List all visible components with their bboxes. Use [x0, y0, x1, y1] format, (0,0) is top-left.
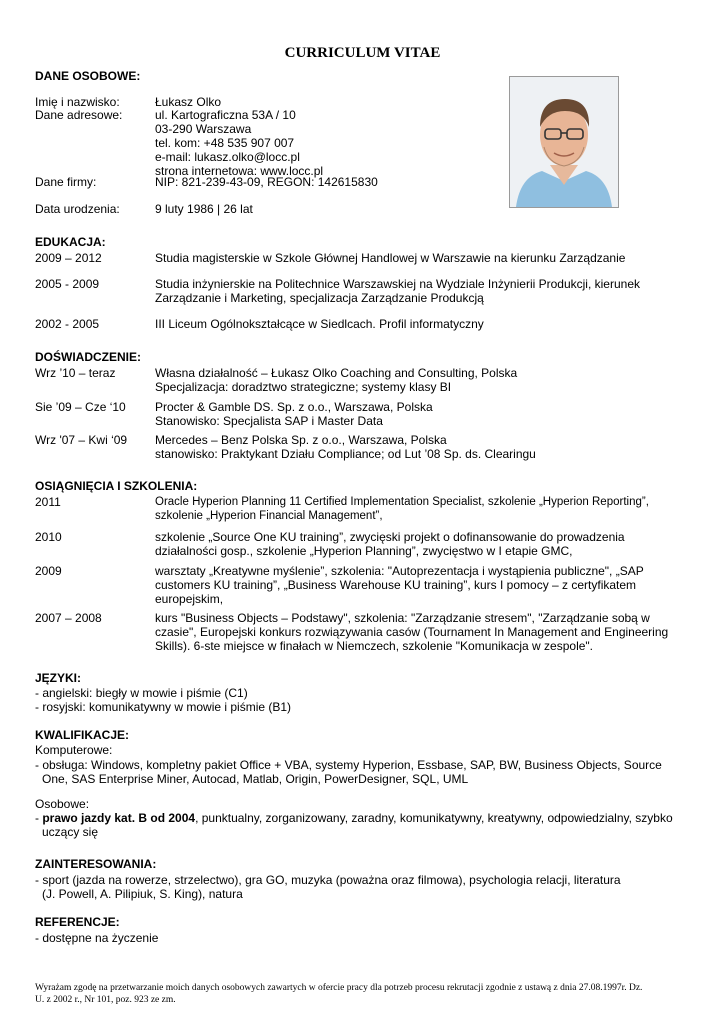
- achievement-line: czasie", Europejski konkurs rozwiązywania casów (Tournament In Management and Engineering: [155, 625, 669, 639]
- interests-line: (J. Powell, A. Pilipiuk, S. King), natura: [42, 887, 243, 901]
- name-label: Imię i nazwisko:: [35, 95, 120, 109]
- section-heading-personal: DANE OSOBOWE:: [35, 69, 141, 83]
- achievement-period: 2009: [35, 564, 62, 578]
- section-heading-interests: ZAINTERESOWANIA:: [35, 857, 157, 871]
- section-heading-languages: JĘZYKI:: [35, 671, 82, 685]
- education-description: [155, 277, 695, 305]
- personal-skills-line: - prawo jazdy kat. B od 2004, punktualny, zorganizowany, zaradny, komunikatywny, kreatywny, odpowiedzialny, szybko: [35, 811, 673, 825]
- achievement-line: warsztaty „Kreatywne myślenie”, szkolenia: "Autoprezentacja i wystąpienia publiczne", „SAP: [155, 564, 644, 578]
- person-portrait-icon: [510, 77, 618, 207]
- achievement-description: [155, 530, 695, 558]
- company-value: NIP: 821-239-43-09, REGON: 142615830: [155, 175, 378, 189]
- experience-line: Mercedes – Benz Polska Sp. z o.o., Warszawa, Polska: [155, 433, 447, 447]
- computer-skills-line: One, SAS Enterprise Miner, Autocad, Matlab, Origin, PowerDesigner, SQL, UML: [42, 772, 469, 786]
- achievement-line: Oracle Hyperion Planning 11 Certified Implementation Specialist, szkolenie „Hyperion Reporting”,: [155, 496, 649, 508]
- computer-skills: [35, 758, 675, 786]
- personal-skills-label: Osobowe:: [35, 797, 90, 811]
- education-period: 2009 – 2012: [35, 251, 102, 265]
- achievement-description: [155, 495, 695, 523]
- experience-description: [155, 400, 695, 428]
- consent-line: Wyrażam zgodę na przetwarzanie moich danych osobowych zawartych w ofercie pracy dla potrzeb procesu rekrutacji zgodnie z ustawą z dnia 27.08.1997r. Dz.: [35, 983, 643, 993]
- education-line: III Liceum Ogólnokształcące w Siedlcach. Profil informatyczny: [155, 317, 484, 331]
- address-label: Dane adresowe:: [35, 108, 123, 122]
- consent-line: U. z 2002 r., Nr 101, poz. 923 ze zm.: [35, 995, 176, 1005]
- achievement-line: customers KU training”, „Business Warehouse KU training”, kurs I pomocy – z certyfikatem: [155, 578, 637, 592]
- website-line: strona internetowa: www.locc.pl: [155, 164, 324, 178]
- experience-line: stanowisko: Praktykant Działu Compliance; od Lut ’08 Sp. ds. Clearingu: [155, 447, 536, 461]
- section-heading-achievements: OSIĄGNIĘCIA I SZKOLENIA:: [35, 479, 198, 493]
- personal-traits: , punktualny, zorganizowany, zaradny, komunikatywny, kreatywny, odpowiedzialny, szybko: [195, 811, 673, 825]
- achievement-line: Skills). 6-ste miejsce w finałach w Niemczech, szkolenie "Komunikacja w zespole".: [155, 639, 594, 653]
- experience-period: Sie ’09 – Cze ‘10: [35, 400, 126, 414]
- experience-period: Wrz '07 – Kwi ‘09: [35, 433, 128, 447]
- language-item: - angielski: biegły w mowie i piśmie (C1): [35, 686, 248, 700]
- section-heading-experience: DOŚWIADCZENIE:: [35, 350, 141, 364]
- profile-photo: [509, 76, 619, 208]
- education-line: Zarządzanie i Marketing, specjalizacja Zarządzanie Produkcją: [155, 291, 484, 305]
- address-line: ul. Kartograficzna 53A / 10: [155, 108, 296, 122]
- birth-value: 9 luty 1986 | 26 lat: [155, 202, 253, 216]
- language-item: - rosyjski: komunikatywny w mowie i piśmie (B1): [35, 700, 292, 714]
- interests-text: [35, 873, 675, 901]
- education-description: [155, 317, 695, 331]
- data-processing-consent: [35, 982, 665, 1006]
- birth-label: Data urodzenia:: [35, 202, 120, 216]
- experience-line: Własna działalność – Łukasz Olko Coaching and Consulting, Polska: [155, 366, 518, 380]
- driving-license: prawo jazdy kat. B od 2004: [42, 811, 196, 825]
- page-title: CURRICULUM VITAE: [284, 45, 441, 61]
- achievement-line: działalności gosp., szkolenie „Hyperion Planning”, zwycięstwo w I etapie GMC,: [155, 544, 573, 558]
- address-line: 03-290 Warszawa: [155, 122, 252, 136]
- achievement-line: szkolenie „Source One KU training”, zwycięski projekt o dofinansowanie do prowadzenia: [155, 530, 625, 544]
- achievement-line: kurs "Business Objects – Podstawy", szkolenia: "Zarządzanie stresem", "Zarządzanie sobą w: [155, 611, 650, 625]
- experience-period: Wrz ’10 – teraz: [35, 366, 116, 380]
- achievement-period: 2011: [35, 495, 61, 509]
- education-line: Studia inżynierskie na Politechnice Warszawskiej na Wydziale Inżynierii Produkcji, kierunek: [155, 277, 640, 291]
- achievement-line: europejskim,: [155, 592, 224, 606]
- name-value: Łukasz Olko: [155, 95, 222, 109]
- email-line: e-mail: lukasz.olko@locc.pl: [155, 150, 300, 164]
- education-period: 2002 - 2005: [35, 317, 100, 331]
- references-text: - dostępne na życzenie: [35, 931, 159, 945]
- section-heading-education: EDUKACJA:: [35, 235, 106, 249]
- experience-description: [155, 366, 695, 394]
- section-heading-qualifications: KWALIFIKACJE:: [35, 728, 129, 742]
- section-heading-references: REFERENCJE:: [35, 915, 120, 929]
- achievement-description: [155, 611, 695, 653]
- interests-line: - sport (jazda na rowerze, strzelectwo), gra GO, muzyka (poważna oraz filmowa), psychologia relacji, literatura: [35, 873, 621, 887]
- personal-skills-line: uczący się: [42, 825, 99, 839]
- achievement-period: 2007 – 2008: [35, 611, 102, 625]
- experience-line: Stanowisko: Specjalista SAP i Master Data: [155, 414, 383, 428]
- computer-skills-label: Komputerowe:: [35, 743, 113, 757]
- personal-skills: [35, 811, 675, 839]
- education-period: 2005 - 2009: [35, 277, 100, 291]
- experience-description: [155, 433, 695, 461]
- experience-line: Procter & Gamble DS. Sp. z o.o., Warszawa, Polska: [155, 400, 433, 414]
- computer-skills-line: - obsługa: Windows, kompletny pakiet Office + VBA, systemy Hyperion, Essbase, SAP, BW, Business Objects, Source: [35, 758, 662, 772]
- achievement-line: szkolenie „Hyperion Financial Management”,: [155, 510, 383, 522]
- experience-line: Specjalizacja: doradztwo strategiczne; systemy klasy BI: [155, 380, 452, 394]
- achievement-description: [155, 564, 695, 606]
- phone-line: tel. kom: +48 535 907 007: [155, 136, 295, 150]
- education-line: Studia magisterskie w Szkole Głównej Handlowej w Warszawie na kierunku Zarządzanie: [155, 251, 626, 265]
- achievement-period: 2010: [35, 530, 62, 544]
- education-description: [155, 251, 695, 265]
- company-label: Dane firmy:: [35, 175, 97, 189]
